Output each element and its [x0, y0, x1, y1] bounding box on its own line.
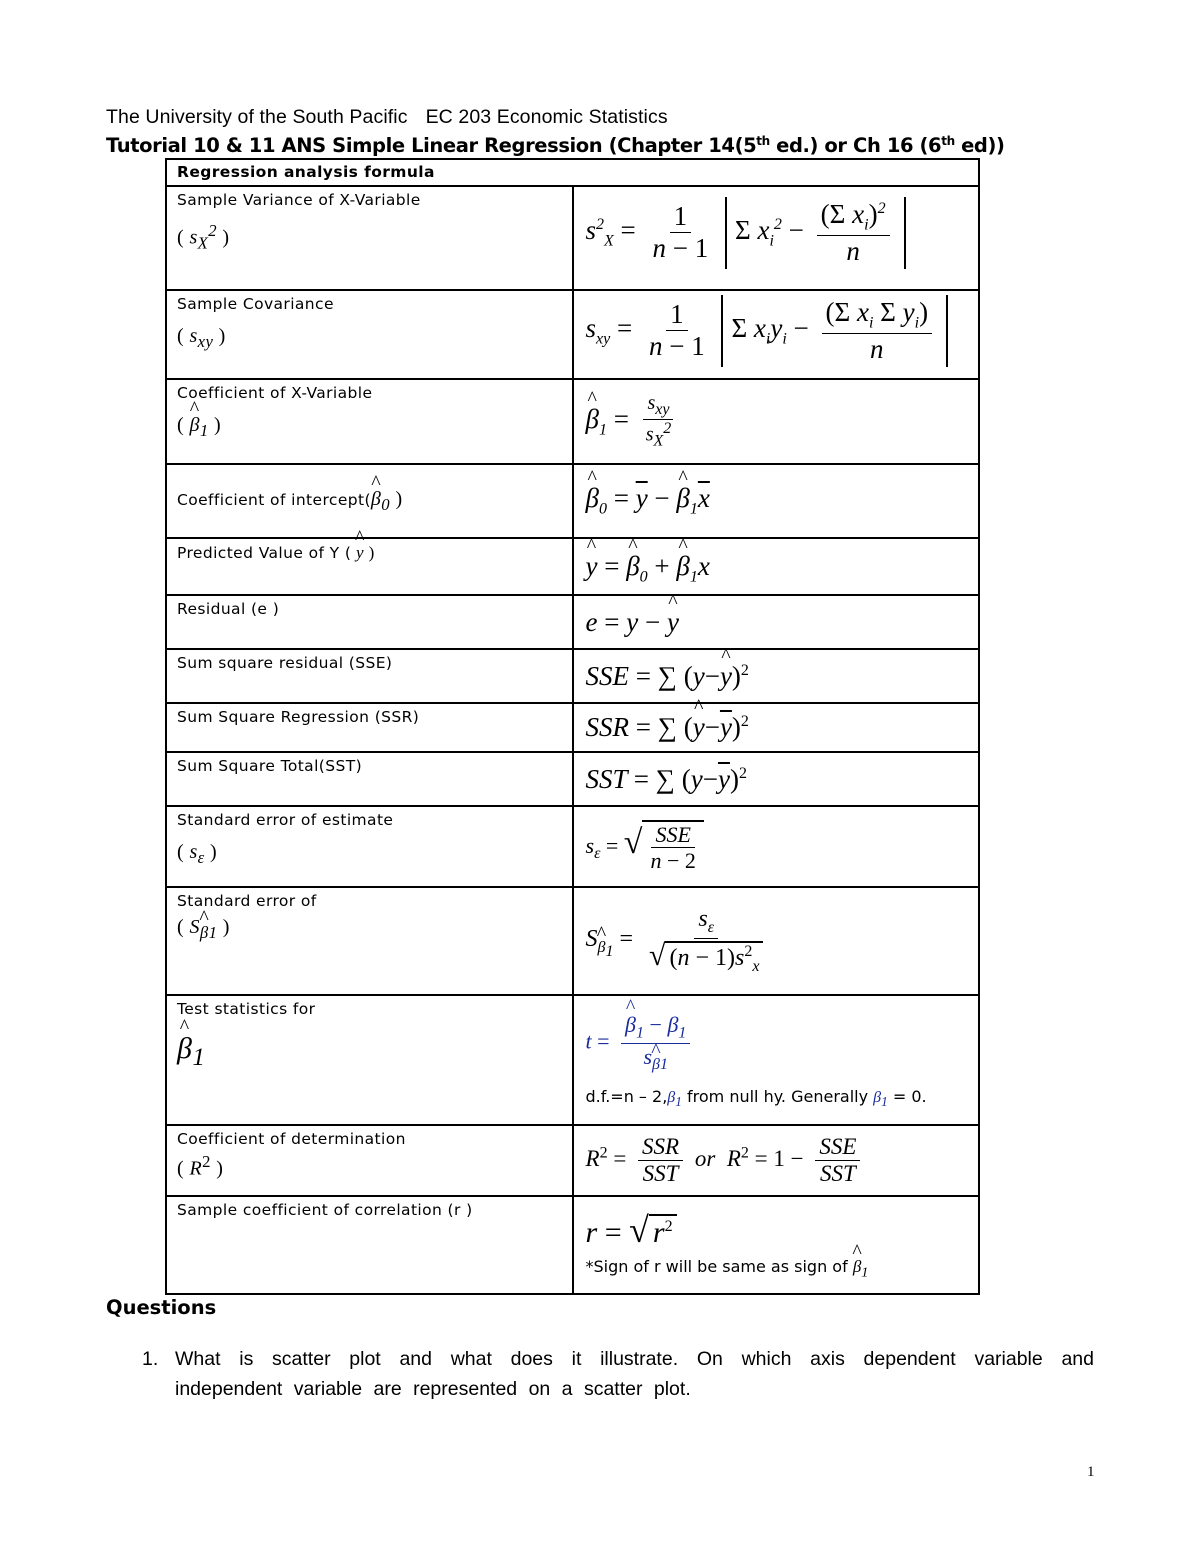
table-row: Sum Square Total(SST): [166, 752, 573, 806]
table-row: Sample coefficient of correlation (r ): [166, 1196, 573, 1294]
table-row: Residual (e ): [166, 595, 573, 649]
table-row: Test statistics for ^ $\beta_1$: [166, 995, 573, 1125]
formula-cell: [573, 464, 980, 538]
formula: $s_{xy}$ = $\frac{1}{n - 1}$ Σ $x_iy_i$ − $\frac{(\Sigma x_i \Sigma y_i)}{n}$: [586, 295, 967, 367]
table-row: Sum Square Regression (SSR): [166, 703, 573, 752]
formula-cell: [573, 538, 980, 595]
formula: SST = ∑ $(y-\overline{y})^2$: [585, 763, 747, 794]
formula-cell: [573, 290, 980, 379]
table-row: Coefficient of X-Variable ( ^ $\beta_1$ ): [166, 379, 573, 464]
question-number: 1.: [142, 1348, 159, 1370]
formula: ^ $\beta_1$ = $\frac{s_{xy}}{s_X^2}$: [586, 392, 967, 451]
university-name: The University of the South Pacific: [106, 106, 408, 128]
degrees-of-freedom-note: $d.f.=n - 2,\beta_1$ from null hy. Generally $\beta_1 = 0$.: [585, 1086, 927, 1109]
table-row: Coefficient of determination ( $R^2$ ): [166, 1125, 573, 1196]
symbol: ^ $\beta_1$: [177, 1032, 562, 1072]
formula: SSE = ∑ (y−^ y)$^2$: [586, 661, 967, 692]
table-row: Sum square residual (SSE): [166, 649, 573, 703]
symbol: ( $R^2$ ): [177, 1152, 224, 1180]
page-number: 1: [1087, 1464, 1095, 1480]
formula-cell: [573, 186, 980, 290]
symbol: ( $s_X^2$ ): [177, 221, 230, 253]
questions-heading: Questions: [106, 1296, 217, 1319]
table-row: Sample Variance of X-Variable ( $s_X^2$ ): [166, 186, 573, 290]
formula: $s^2_X$ = $\frac{1}{n - 1}$ Σ $x_i^2$ − $\frac{(\Sigma x_i)^2}{n}$: [586, 197, 967, 269]
table-row: Predicted Value of Y ( ^ y ): [166, 538, 573, 595]
formula-cell: [573, 379, 980, 464]
formula-cell: [573, 995, 980, 1125]
formula: $s_\varepsilon$ = √ $\frac{\text{SSE}}{n - 2}$: [586, 820, 967, 874]
formula-cell: [573, 806, 980, 887]
question-text: What is scatter plot and what does it illustrate. On which axis dependent variable and independent variable are represented on a scatter plot.: [175, 1348, 1094, 1400]
formula-cell: [573, 1125, 980, 1196]
question-item: [142, 1344, 1094, 1404]
table-row: Coefficient of intercept(^ $\beta_0$ ): [166, 464, 573, 538]
formula-cell: [573, 703, 980, 752]
formula: ^ y = ^ $\beta_0$ + ^ $\beta_1x$: [586, 551, 967, 592]
formula: SSR = ∑ (^ $y-\overline{y})^2$: [586, 712, 967, 743]
table-row: Sample Covariance ( $s_{xy}$ ): [166, 290, 573, 379]
table-heading: Regression analysis formula: [166, 159, 979, 186]
symbol: ^ $\beta_0$ ): [371, 488, 403, 510]
formula: ^ $\beta_0 = \overline{y}$ − ^ $\beta_1\overline{x}$: [586, 483, 967, 518]
table-row: Standard error of estimate ( $s_\varepsilon$ ): [166, 806, 573, 887]
formula-cell: [573, 1196, 980, 1294]
symbol: ( $s_\varepsilon$ ): [177, 841, 218, 867]
formula-cell: [573, 649, 980, 703]
document-title: Tutorial 10 & 11 ANS Simple Linear Regression (Chapter 14(5th ed.) or Ch 16 (6th ed)): [106, 134, 1005, 157]
symbol: ( ^ $\beta_1$ ): [177, 414, 562, 441]
formula-cell: [573, 752, 980, 806]
formula: e = y − ^ y: [586, 607, 967, 638]
formula: $R^2$ = $\frac{\text{SSR}}{\text{SST}}$ or $R^2 = 1$ − $\frac{\text{SSE}}{\text{SST}}$: [586, 1134, 967, 1188]
symbol: ( S^ $_{\beta 1}$ ): [177, 916, 562, 943]
symbol: ^ y ): [351, 543, 374, 562]
correlation-sign-note: *Sign of r will be same as sign of ^ $\beta_1$: [586, 1257, 967, 1281]
course-name: EC 203 Economic Statistics: [425, 106, 668, 128]
symbol: ( $s_{xy}$ ): [177, 325, 226, 351]
formula-cell: [573, 595, 980, 649]
formula: S^ $_{\beta_1}$ = $\frac{s_\varepsilon}{√ (n - 1)s^2_x}$: [586, 906, 967, 975]
formula-cell: [573, 887, 980, 995]
formula: t = ^ $\frac{\beta_1 - \beta_1}{s\^{} _{\beta 1}}$: [586, 1012, 967, 1075]
table-row: Standard error of ( S^ $_{\beta 1}$ ): [166, 887, 573, 995]
formula-table: [165, 158, 980, 1295]
formula: r = √ $r^2$: [586, 1209, 967, 1251]
header-line: [106, 106, 668, 129]
